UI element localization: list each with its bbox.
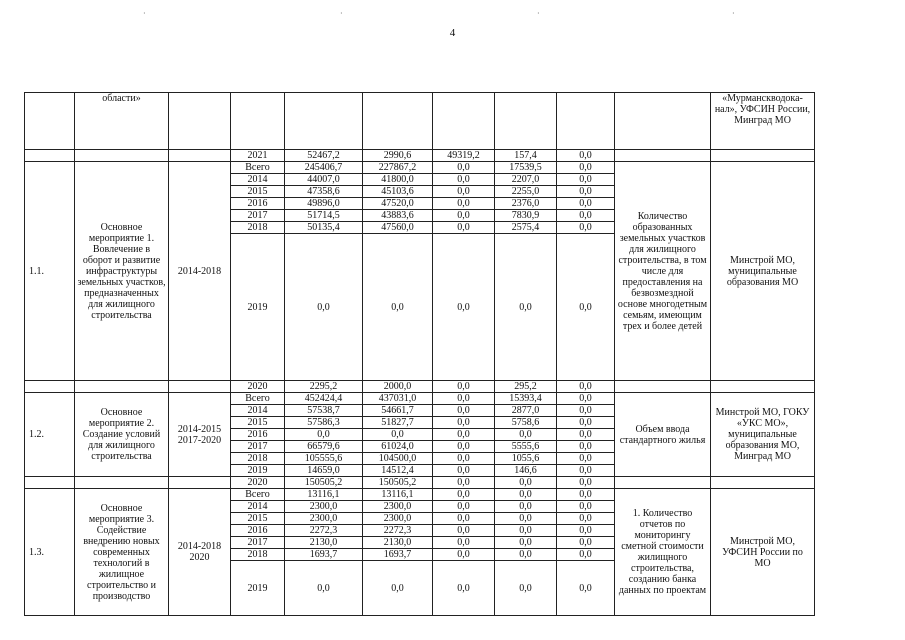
value-cell: 2575,4 — [495, 222, 557, 234]
value-cell: 0,0 — [433, 477, 495, 489]
value-cell: 2376,0 — [495, 198, 557, 210]
value-cell: 0,0 — [433, 489, 495, 501]
empty-cell — [169, 381, 231, 393]
value-cell: 14659,0 — [285, 465, 363, 477]
value-cell: 0,0 — [557, 441, 615, 453]
value-cell: 61024,0 — [363, 441, 433, 453]
empty-cell — [75, 150, 169, 162]
value-cell: 0,0 — [557, 477, 615, 489]
value-cell: 452424,4 — [285, 393, 363, 405]
item-number: 1.1. — [25, 162, 75, 381]
value-cell: 0,0 — [433, 162, 495, 174]
value-cell: 0,0 — [557, 198, 615, 210]
item-period: 2014-2018 2020 — [169, 489, 231, 616]
year-cell: 2019 — [231, 234, 285, 381]
empty-cell — [615, 150, 711, 162]
year-cell: 2018 — [231, 549, 285, 561]
value-cell: 0,0 — [495, 525, 557, 537]
value-cell: 2130,0 — [285, 537, 363, 549]
value-cell: 50135,4 — [285, 222, 363, 234]
item-period: 2014-2018 — [169, 162, 231, 381]
scan-dot: · — [143, 9, 146, 18]
value-cell: 0,0 — [433, 501, 495, 513]
value-cell: 0,0 — [433, 186, 495, 198]
value-cell: 47520,0 — [363, 198, 433, 210]
empty-cell — [75, 381, 169, 393]
item-indicator: 1. Количество отчетов по мониторингу сметной стоимости жилищного строительства, созданию банка данных по проектам — [615, 489, 711, 616]
empty-cell — [169, 477, 231, 489]
empty-cell — [711, 381, 815, 393]
value-cell: 0,0 — [557, 525, 615, 537]
value-cell: 1055,6 — [495, 453, 557, 465]
item-executor: Минстрой МО, ГОКУ «УКС МО», муниципальные образования МО, Минград МО — [711, 393, 815, 477]
item-period: 2014-2015 2017-2020 — [169, 393, 231, 477]
empty-cell — [25, 477, 75, 489]
value-cell: 0,0 — [557, 393, 615, 405]
value-cell: 0,0 — [433, 549, 495, 561]
value-cell: 7830,9 — [495, 210, 557, 222]
value-cell: 0,0 — [433, 453, 495, 465]
year-cell: 2016 — [231, 429, 285, 441]
year-cell: Всего — [231, 489, 285, 501]
year-cell: 2021 — [231, 150, 285, 162]
value-cell: 0,0 — [557, 234, 615, 381]
value-cell: 5555,6 — [495, 441, 557, 453]
empty-cell — [169, 150, 231, 162]
value-cell: 0,0 — [433, 222, 495, 234]
item-executor: Минстрой МО, муниципальные образования МО — [711, 162, 815, 381]
value-cell: 150505,2 — [363, 477, 433, 489]
year-cell: 2014 — [231, 174, 285, 186]
value-cell: 2990,6 — [363, 150, 433, 162]
value-cell: 49319,2 — [433, 150, 495, 162]
value-cell: 0,0 — [495, 429, 557, 441]
value-cell: 2877,0 — [495, 405, 557, 417]
value-cell: 47560,0 — [363, 222, 433, 234]
data-row — [25, 393, 815, 405]
value-cell: 0,0 — [557, 549, 615, 561]
value-cell: 0,0 — [495, 234, 557, 381]
value-cell: 45103,6 — [363, 186, 433, 198]
item-number: 1.3. — [25, 489, 75, 616]
value-cell: 51714,5 — [285, 210, 363, 222]
value-cell: 0,0 — [495, 513, 557, 525]
value-cell: 2300,0 — [363, 513, 433, 525]
empty-cell — [615, 477, 711, 489]
item-name: Основное мероприятие 3. Содействие внедрению новых современных технологий в жилищное строительство и производство — [75, 489, 169, 616]
value-cell: 0,0 — [557, 150, 615, 162]
value-cell: 0,0 — [433, 417, 495, 429]
year-cell: 2017 — [231, 537, 285, 549]
value-cell: 0,0 — [557, 186, 615, 198]
value-cell: 66579,6 — [285, 441, 363, 453]
value-cell: 0,0 — [557, 381, 615, 393]
data-row — [25, 162, 815, 174]
value-cell: 0,0 — [363, 561, 433, 616]
year-cell: 2018 — [231, 453, 285, 465]
value-cell: 0,0 — [557, 405, 615, 417]
value-cell: 150505,2 — [285, 477, 363, 489]
data-row — [25, 489, 815, 501]
value-cell: 43883,6 — [363, 210, 433, 222]
value-cell: 0,0 — [495, 477, 557, 489]
value-cell: 0,0 — [495, 489, 557, 501]
value-cell: 0,0 — [433, 174, 495, 186]
empty-cell — [615, 381, 711, 393]
empty-cell — [25, 150, 75, 162]
year-cell: 2020 — [231, 381, 285, 393]
value-cell: 0,0 — [495, 549, 557, 561]
value-cell: 13116,1 — [363, 489, 433, 501]
year-cell: Всего — [231, 393, 285, 405]
value-cell: 0,0 — [495, 561, 557, 616]
value-cell: 54661,7 — [363, 405, 433, 417]
empty-cell — [711, 477, 815, 489]
value-cell: 105555,6 — [285, 453, 363, 465]
value-cell: 437031,0 — [363, 393, 433, 405]
value-cell: 0,0 — [433, 198, 495, 210]
value-cell: 47358,6 — [285, 186, 363, 198]
item-indicator: Объем ввода стандартного жилья — [615, 393, 711, 477]
value-cell: 0,0 — [433, 393, 495, 405]
value-cell: 0,0 — [557, 513, 615, 525]
item-name: Основное мероприятие 1. Вовлечение в оборот и развитие инфраструктуры земельных участков, предназначенных для жилищного строительства — [75, 162, 169, 381]
value-cell: 0,0 — [557, 501, 615, 513]
value-cell: 0,0 — [495, 501, 557, 513]
empty-cell — [25, 381, 75, 393]
value-cell: 2000,0 — [363, 381, 433, 393]
value-cell: 2300,0 — [363, 501, 433, 513]
continued-executor: «Мурманскводока-нал», УФСИН России, Минград МО — [711, 93, 815, 150]
year-cell: 2017 — [231, 441, 285, 453]
value-cell: 0,0 — [433, 234, 495, 381]
year-cell: 2015 — [231, 513, 285, 525]
value-cell: 0,0 — [557, 489, 615, 501]
empty-cell — [75, 477, 169, 489]
value-cell: 0,0 — [363, 234, 433, 381]
value-cell: 0,0 — [433, 561, 495, 616]
year-cell: 2016 — [231, 525, 285, 537]
value-cell: 104500,0 — [363, 453, 433, 465]
year-cell: 2014 — [231, 405, 285, 417]
empty-cell — [711, 150, 815, 162]
value-cell: 0,0 — [433, 513, 495, 525]
item-indicator: Количество образованных земельных участков для жилищного строительства, в том числе для предоставления на безвозмездной основе многодетным семьям, имеющим трех и более детей — [615, 162, 711, 381]
value-cell: 41800,0 — [363, 174, 433, 186]
year-cell: 2017 — [231, 210, 285, 222]
value-cell: 0,0 — [433, 465, 495, 477]
value-cell: 5758,6 — [495, 417, 557, 429]
value-cell: 0,0 — [557, 174, 615, 186]
value-cell: 0,0 — [557, 162, 615, 174]
value-cell: 2300,0 — [285, 513, 363, 525]
value-cell: 0,0 — [433, 210, 495, 222]
value-cell: 1693,7 — [363, 549, 433, 561]
value-cell: 0,0 — [557, 465, 615, 477]
value-cell: 0,0 — [557, 561, 615, 616]
value-cell: 52467,2 — [285, 150, 363, 162]
value-cell: 0,0 — [285, 561, 363, 616]
year-cell: 2016 — [231, 198, 285, 210]
value-cell: 0,0 — [433, 381, 495, 393]
scan-dot: · — [340, 9, 343, 18]
data-row — [25, 381, 815, 393]
value-cell: 15393,4 — [495, 393, 557, 405]
value-cell: 0,0 — [557, 537, 615, 549]
value-cell: 2300,0 — [285, 501, 363, 513]
value-cell: 2255,0 — [495, 186, 557, 198]
value-cell: 146,6 — [495, 465, 557, 477]
scan-dot: · — [732, 9, 735, 18]
value-cell: 0,0 — [557, 453, 615, 465]
value-cell: 57538,7 — [285, 405, 363, 417]
data-row — [25, 150, 815, 162]
scan-dot: · — [537, 9, 540, 18]
value-cell: 57586,3 — [285, 417, 363, 429]
value-cell: 49896,0 — [285, 198, 363, 210]
year-cell: 2020 — [231, 477, 285, 489]
value-cell: 0,0 — [433, 429, 495, 441]
value-cell: 0,0 — [557, 429, 615, 441]
year-cell: 2014 — [231, 501, 285, 513]
value-cell: 0,0 — [285, 234, 363, 381]
year-cell: Всего — [231, 162, 285, 174]
program-table — [24, 92, 815, 616]
value-cell: 2272,3 — [363, 525, 433, 537]
value-cell: 227867,2 — [363, 162, 433, 174]
value-cell: 2130,0 — [363, 537, 433, 549]
value-cell: 1693,7 — [285, 549, 363, 561]
value-cell: 157,4 — [495, 150, 557, 162]
page-number: 4 — [449, 27, 456, 39]
year-cell: 2015 — [231, 186, 285, 198]
value-cell: 44007,0 — [285, 174, 363, 186]
year-cell: 2015 — [231, 417, 285, 429]
continued-name: области» — [75, 93, 169, 150]
item-executor: Минстрой МО, УФСИН России по МО — [711, 489, 815, 616]
value-cell: 13116,1 — [285, 489, 363, 501]
year-cell: 2018 — [231, 222, 285, 234]
year-cell: 2019 — [231, 465, 285, 477]
value-cell: 0,0 — [495, 537, 557, 549]
value-cell: 0,0 — [433, 525, 495, 537]
value-cell: 0,0 — [557, 417, 615, 429]
item-name: Основное мероприятие 2. Создание условий для жилищного строительства — [75, 393, 169, 477]
data-row — [25, 477, 815, 489]
value-cell: 0,0 — [285, 429, 363, 441]
value-cell: 0,0 — [363, 429, 433, 441]
value-cell: 0,0 — [557, 210, 615, 222]
value-cell: 0,0 — [433, 537, 495, 549]
value-cell: 2295,2 — [285, 381, 363, 393]
value-cell: 2272,3 — [285, 525, 363, 537]
value-cell: 0,0 — [433, 441, 495, 453]
value-cell: 0,0 — [433, 405, 495, 417]
value-cell: 51827,7 — [363, 417, 433, 429]
value-cell: 17539,5 — [495, 162, 557, 174]
value-cell: 245406,7 — [285, 162, 363, 174]
value-cell: 2207,0 — [495, 174, 557, 186]
continued-row — [25, 93, 815, 150]
value-cell: 295,2 — [495, 381, 557, 393]
year-cell: 2019 — [231, 561, 285, 616]
value-cell: 14512,4 — [363, 465, 433, 477]
value-cell: 0,0 — [557, 222, 615, 234]
item-number: 1.2. — [25, 393, 75, 477]
